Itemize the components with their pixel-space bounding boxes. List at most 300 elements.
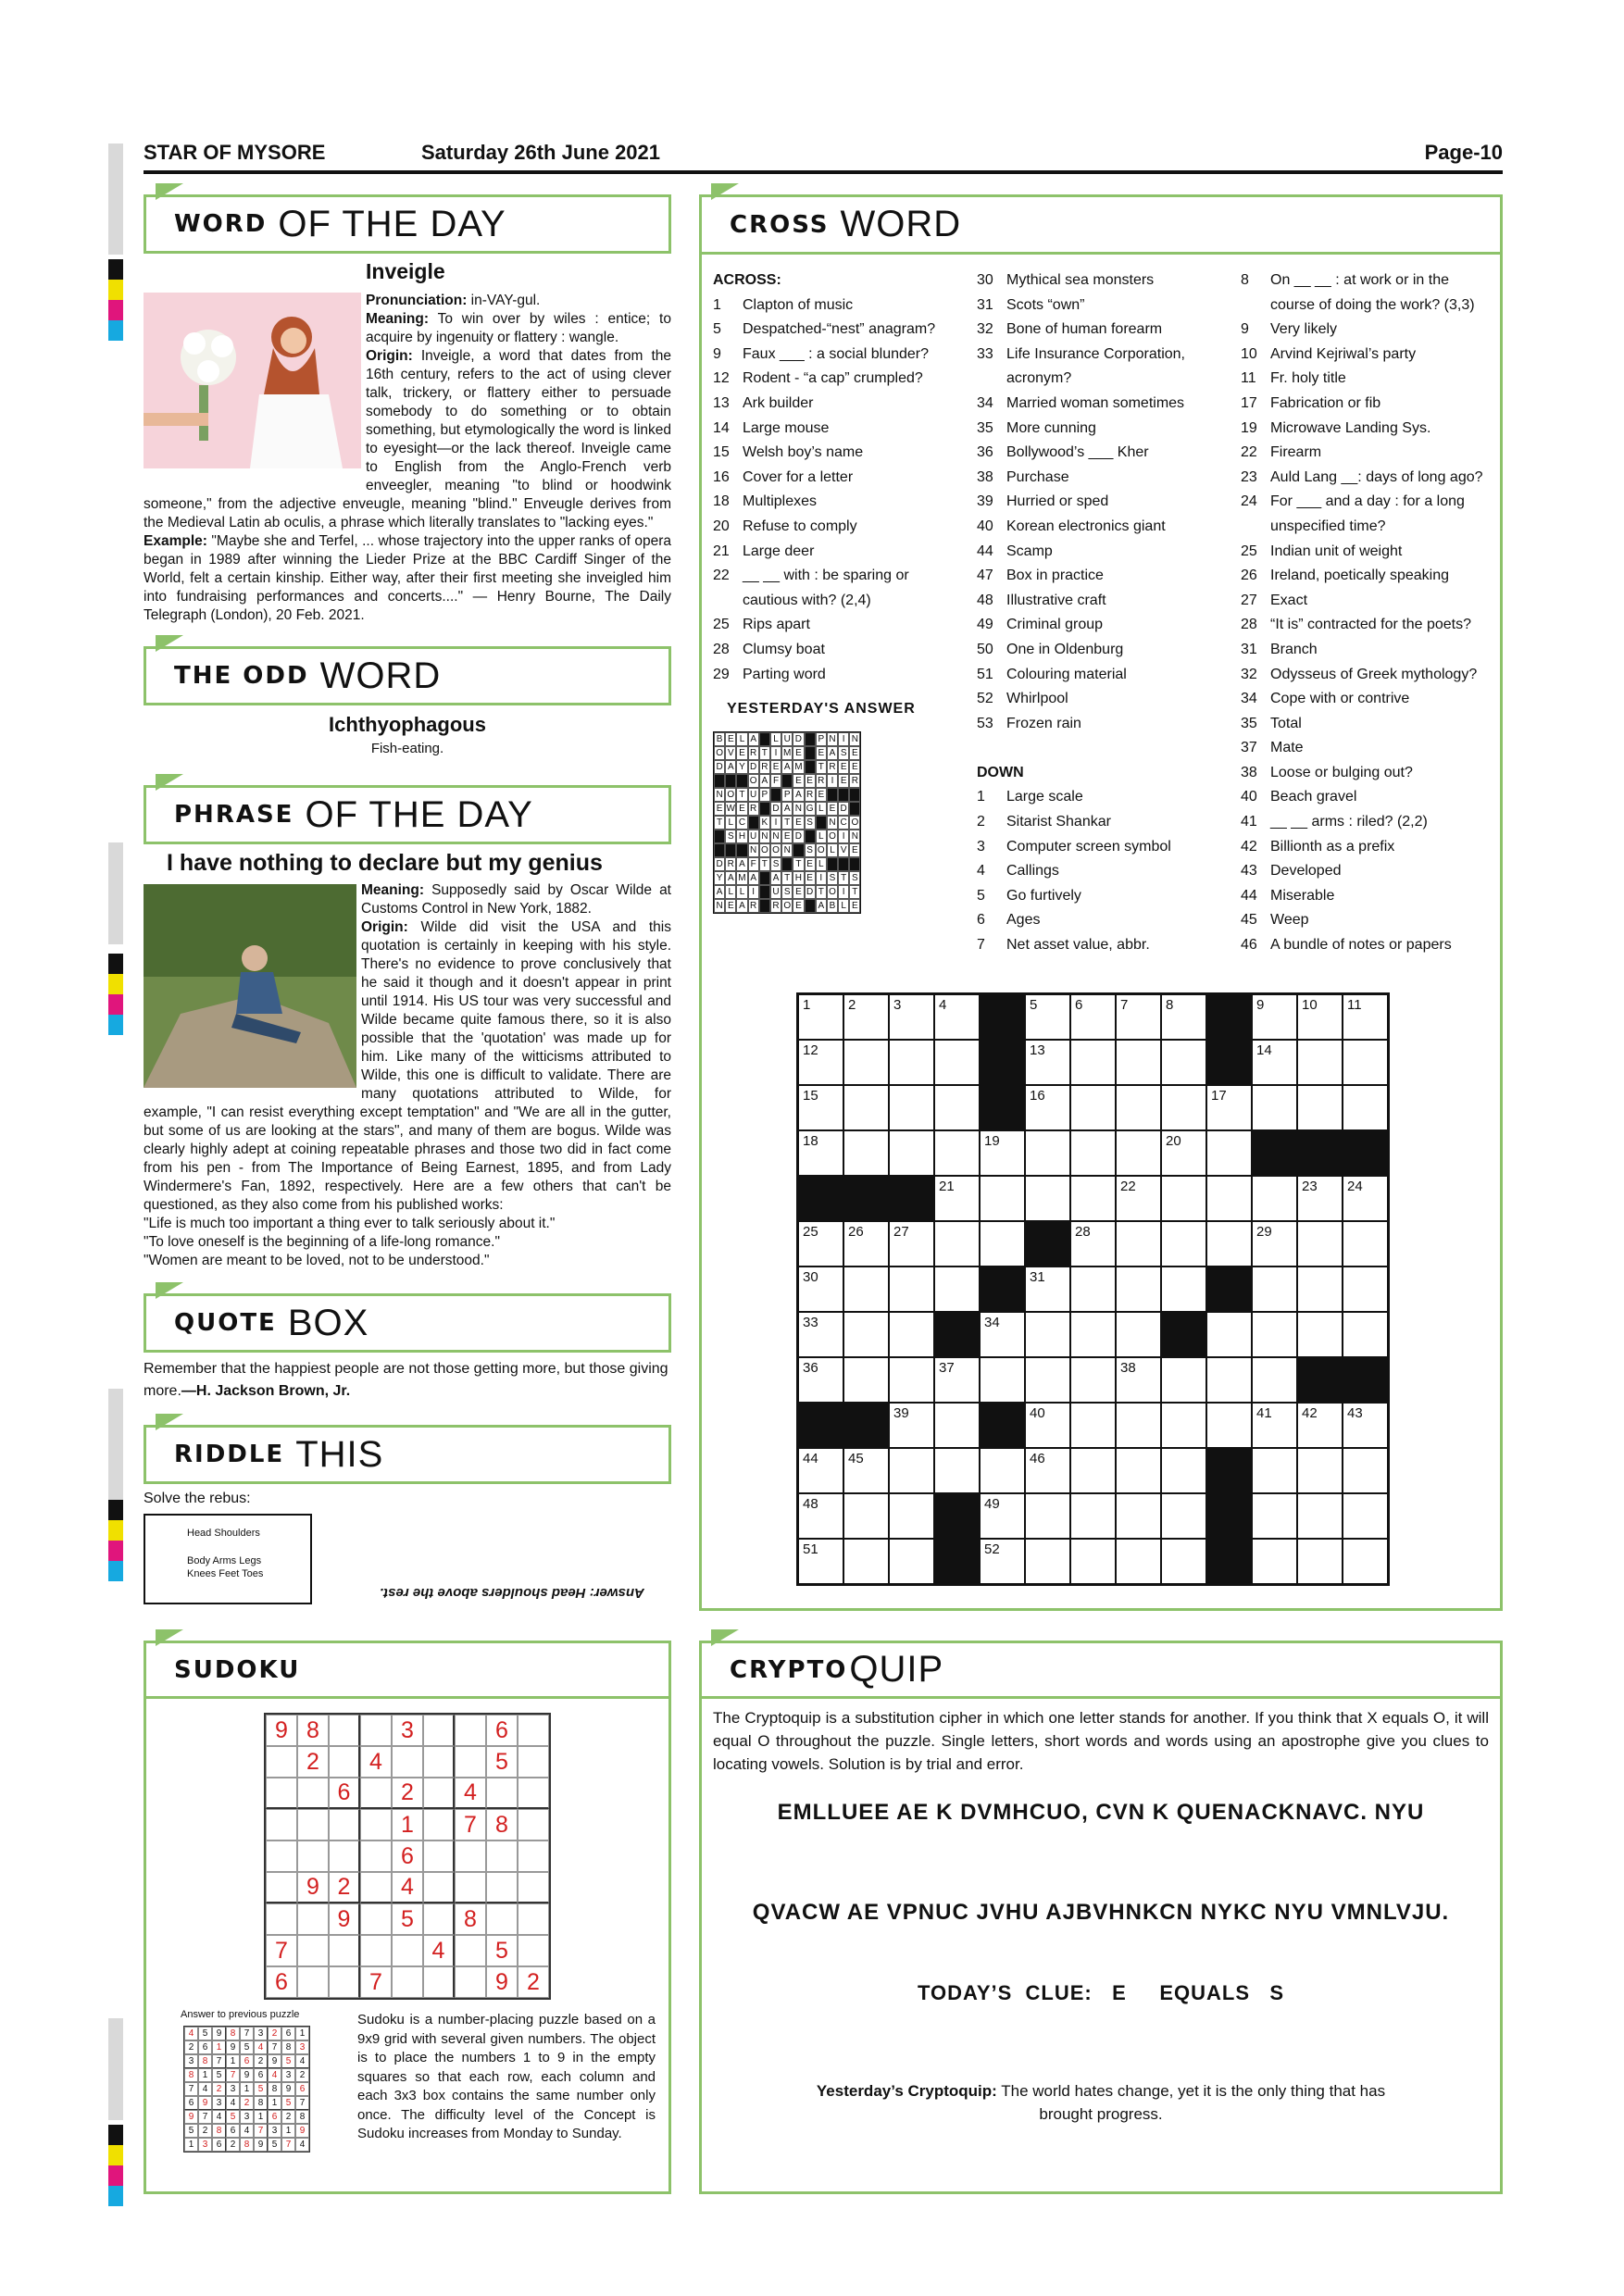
answer-cell: A <box>781 760 793 774</box>
previous-answer-label: Answer to previous puzzle <box>181 2009 300 2020</box>
sudoku-cell[interactable] <box>392 1746 423 1778</box>
sudoku-cell[interactable] <box>360 1872 392 1903</box>
crossword-cell[interactable] <box>1252 1493 1297 1539</box>
answer-cell: 3 <box>240 2110 254 2124</box>
crossword-cell[interactable] <box>1206 1176 1252 1221</box>
crossword-cell[interactable] <box>1070 1176 1116 1221</box>
black-square <box>980 994 1025 1040</box>
black-square <box>934 1539 980 1584</box>
sudoku-cell: 6 <box>329 1778 360 1809</box>
crossword-cell[interactable] <box>1025 1357 1070 1403</box>
crossword-cell[interactable] <box>934 1085 980 1130</box>
sudoku-cell: 4 <box>392 1872 423 1903</box>
clue: 30 Mythical sea monsters <box>977 272 1155 288</box>
crossword-cell[interactable]: 49 <box>980 1493 1025 1539</box>
crossword-cell[interactable] <box>1070 1493 1116 1539</box>
answer-cell: O <box>827 885 838 899</box>
answer-cell: L <box>827 843 838 857</box>
crossword-cell[interactable]: 40 <box>1025 1403 1070 1448</box>
crossword-cell[interactable] <box>1161 1493 1206 1539</box>
crossword-cell[interactable]: 25 <box>798 1221 843 1267</box>
clue: 46 A bundle of notes or papers <box>1241 937 1452 954</box>
crossword-cell[interactable] <box>1343 1312 1388 1357</box>
crossword-cell[interactable]: 17 <box>1206 1085 1252 1130</box>
answer-cell: E <box>793 885 804 899</box>
crossword-cell[interactable] <box>1070 1403 1116 1448</box>
answer-cell: 5 <box>212 2068 226 2082</box>
crossword-cell[interactable]: 18 <box>798 1130 843 1176</box>
crossword-cell[interactable]: 45 <box>843 1448 889 1493</box>
clue: 38 Purchase <box>977 468 1069 485</box>
answer-cell: R <box>805 788 816 802</box>
answer-cell: 6 <box>281 2027 295 2040</box>
answer-cell: 7 <box>281 2138 295 2152</box>
answer-cell: 6 <box>226 2124 240 2138</box>
sudoku-cell[interactable] <box>455 1935 486 1966</box>
sudoku-cell[interactable] <box>360 1841 392 1872</box>
answer-cell: 5 <box>184 2124 198 2138</box>
answer-cell: P <box>816 732 827 746</box>
crossword-cell[interactable] <box>1025 1539 1070 1584</box>
crossword-cell[interactable] <box>889 1267 934 1312</box>
crossword-cell[interactable] <box>1070 1448 1116 1493</box>
crossword-cell[interactable] <box>1070 1267 1116 1312</box>
crossword-cell[interactable] <box>1116 1085 1161 1130</box>
sudoku-cell[interactable] <box>518 1746 549 1778</box>
clue: 29 Parting word <box>713 666 826 682</box>
crossword-cell[interactable] <box>843 1130 889 1176</box>
sudoku-cell[interactable] <box>518 1935 549 1966</box>
crossword-cell[interactable] <box>1297 1493 1343 1539</box>
black-square <box>1206 1267 1252 1312</box>
answer-cell: R <box>849 774 860 788</box>
crossword-cell[interactable]: 1 <box>798 994 843 1040</box>
crossword-cell[interactable]: 15 <box>798 1085 843 1130</box>
clue: 19 Microwave Landing Sys. <box>1241 419 1431 436</box>
crossword-cell[interactable] <box>843 1539 889 1584</box>
crossword-cell[interactable]: 16 <box>1025 1085 1070 1130</box>
crossword-grid <box>796 992 1390 1586</box>
crossword-cell[interactable] <box>843 1267 889 1312</box>
rebus-box: Head Shoulders Body Arms Legs Knees Feet Toes <box>144 1514 312 1604</box>
crossword-cell[interactable] <box>843 1085 889 1130</box>
crossword-cell[interactable] <box>1161 1085 1206 1130</box>
answer-cell: A <box>748 871 759 885</box>
crossword-cell[interactable]: 10 <box>1297 994 1343 1040</box>
crossword-cell[interactable] <box>889 1493 934 1539</box>
clue: 22 __ __ with : be sparing or cautious with? (2,4) <box>713 568 909 608</box>
black-square <box>1206 1040 1252 1085</box>
clue: 25 Indian unit of weight <box>1241 543 1403 559</box>
crossword-cell[interactable] <box>889 1085 934 1130</box>
crossword-cell[interactable] <box>843 1312 889 1357</box>
sudoku-cell[interactable] <box>423 1903 455 1935</box>
color-registration <box>108 259 123 341</box>
crossword-cell[interactable] <box>1116 1448 1161 1493</box>
crossword-cell[interactable] <box>1252 1312 1297 1357</box>
crossword-cell[interactable] <box>1116 1312 1161 1357</box>
sudoku-cell[interactable] <box>360 1935 392 1966</box>
odd-meaning: Fish-eating. <box>370 741 444 756</box>
sudoku-cell[interactable] <box>297 1966 329 1998</box>
clue: 8 On __ __ : at work or in the course of doing the work? (3,3) <box>1241 272 1475 313</box>
crossword-cell[interactable] <box>1297 1448 1343 1493</box>
crossword-cell[interactable] <box>843 1493 889 1539</box>
crossword-cell[interactable]: 43 <box>1343 1403 1388 1448</box>
quote-text: Remember that the happiest people are not those getting more, but those giving more.—H. Jackson Brown, Jr. <box>144 1361 668 1399</box>
sudoku-cell[interactable] <box>266 1778 297 1809</box>
answer-cell: D <box>748 760 759 774</box>
crossword-cell[interactable] <box>1116 1493 1161 1539</box>
crossword-cell[interactable] <box>934 1403 980 1448</box>
sudoku-cell: 1 <box>392 1809 423 1841</box>
sudoku-cell[interactable] <box>423 1872 455 1903</box>
crossword-cell[interactable] <box>1252 1267 1297 1312</box>
crossword-cell[interactable] <box>980 1357 1025 1403</box>
previous-answer-grid <box>183 2026 310 2152</box>
crossword-cell[interactable]: 28 <box>1070 1221 1116 1267</box>
answer-cell <box>805 746 816 760</box>
sudoku-cell[interactable] <box>455 1841 486 1872</box>
crossword-cell[interactable] <box>1343 1493 1388 1539</box>
crossword-cell[interactable] <box>1343 1040 1388 1085</box>
quote-line: "Women are meant to be loved, not to be understood." <box>144 1253 490 1268</box>
crossword-cell[interactable]: 41 <box>1252 1403 1297 1448</box>
crossword-cell[interactable] <box>1116 1221 1161 1267</box>
sudoku-cell[interactable] <box>297 1903 329 1935</box>
sudoku-cell[interactable] <box>297 1935 329 1966</box>
crossword-cell[interactable] <box>843 1357 889 1403</box>
crossword-cell[interactable] <box>1206 1357 1252 1403</box>
answer-cell: V <box>725 746 736 760</box>
crossword-cell[interactable] <box>1116 1130 1161 1176</box>
answer-cell: D <box>805 885 816 899</box>
crossword-cell[interactable] <box>1161 1267 1206 1312</box>
sudoku-cell[interactable] <box>455 1715 486 1746</box>
riddle-prompt: Solve the rebus: <box>144 1491 251 1506</box>
sudoku-cell[interactable] <box>266 1903 297 1935</box>
sudoku-cell[interactable] <box>360 1903 392 1935</box>
crossword-cell[interactable] <box>1025 1312 1070 1357</box>
clue: 5 Despatched-“nest” anagram? <box>713 321 936 338</box>
crossword-cell[interactable] <box>1343 1267 1388 1312</box>
crossword-cell[interactable] <box>1206 1130 1252 1176</box>
answer-cell: 7 <box>295 2096 309 2110</box>
crossword-cell[interactable]: 31 <box>1025 1267 1070 1312</box>
answer-cell: B <box>714 732 725 746</box>
crossword-cell[interactable] <box>1025 1176 1070 1221</box>
answer-cell: 7 <box>268 2040 281 2054</box>
header-large: OF THE DAY <box>278 203 506 244</box>
crossword-cell[interactable] <box>980 1221 1025 1267</box>
crossword-cell[interactable] <box>1297 1221 1343 1267</box>
crossword-cell[interactable] <box>1070 1040 1116 1085</box>
answer-cell: 6 <box>240 2054 254 2068</box>
odd-word: Ichthyophagous <box>329 713 486 736</box>
crossword-cell[interactable] <box>1297 1267 1343 1312</box>
sudoku-cell[interactable] <box>423 1715 455 1746</box>
answer-cell: N <box>781 843 793 857</box>
answer-cell: N <box>759 830 770 843</box>
black-square <box>843 1403 889 1448</box>
sudoku-cell[interactable] <box>329 1935 360 1966</box>
crossword-cell[interactable]: 20 <box>1161 1130 1206 1176</box>
riddle-answer: Answer: Head shoulders above the rest. <box>380 1585 644 1601</box>
crossword-cell[interactable]: 42 <box>1297 1403 1343 1448</box>
answer-cell: O <box>770 843 781 857</box>
sudoku-cell[interactable] <box>486 1872 518 1903</box>
crossword-cell[interactable]: 3 <box>889 994 934 1040</box>
answer-cell: L <box>736 885 747 899</box>
crossword-cell[interactable] <box>1161 1040 1206 1085</box>
answer-cell: M <box>783 748 792 758</box>
sudoku-cell[interactable] <box>518 1872 549 1903</box>
crossword-cell[interactable] <box>934 1221 980 1267</box>
clue: 35 Total <box>1241 715 1302 731</box>
crossword-cell[interactable] <box>1116 1040 1161 1085</box>
crossword-cell[interactable]: 27 <box>889 1221 934 1267</box>
crossword-cell[interactable] <box>1252 1539 1297 1584</box>
crossword-cell[interactable] <box>1070 1085 1116 1130</box>
answer-cell: L <box>816 857 827 871</box>
crossword-cell[interactable]: 9 <box>1252 994 1297 1040</box>
answer-cell: A <box>736 857 747 871</box>
crossword-cell[interactable]: 26 <box>843 1221 889 1267</box>
crossword-cell[interactable]: 37 <box>934 1357 980 1403</box>
sudoku-cell[interactable] <box>360 1809 392 1841</box>
answer-cell: 2 <box>212 2082 226 2096</box>
crossword-cell[interactable]: 4 <box>934 994 980 1040</box>
clue: 28 Clumsy boat <box>713 641 825 657</box>
crossword-cell[interactable]: 14 <box>1252 1040 1297 1085</box>
crossword-cell[interactable]: 24 <box>1343 1176 1388 1221</box>
clue: 10 Arvind Kejriwal’s party <box>1241 345 1417 362</box>
sudoku-cell[interactable] <box>329 1966 360 1998</box>
answer-cell: E <box>736 802 747 816</box>
sudoku-cell[interactable] <box>329 1841 360 1872</box>
sudoku-cell[interactable] <box>329 1809 360 1841</box>
sudoku-cell: 9 <box>329 1903 360 1935</box>
crossword-cell[interactable] <box>934 1040 980 1085</box>
crossword-cell[interactable] <box>1161 1448 1206 1493</box>
crossword-cell[interactable] <box>1297 1312 1343 1357</box>
crossword-cell[interactable]: 44 <box>798 1448 843 1493</box>
crossword-cell[interactable] <box>934 1267 980 1312</box>
answer-cell: 8 <box>254 2096 268 2110</box>
crossword-cell[interactable] <box>1252 1176 1297 1221</box>
answer-cell: O <box>816 843 827 857</box>
sudoku-cell[interactable] <box>329 1746 360 1778</box>
crossword-cell[interactable]: 36 <box>798 1357 843 1403</box>
quote-line: "To love oneself is the beginning of a life-long romance." <box>144 1234 500 1250</box>
crossword-cell[interactable] <box>1206 1403 1252 1448</box>
answer-cell: Y <box>736 760 747 774</box>
answer-cell: U <box>781 732 793 746</box>
answer-cell: 4 <box>198 2082 212 2096</box>
crossword-cell[interactable] <box>889 1357 934 1403</box>
sudoku-cell[interactable] <box>266 1809 297 1841</box>
crossword-cell[interactable] <box>1116 1539 1161 1584</box>
answer-cell: U <box>770 885 781 899</box>
crossword-cell[interactable]: 11 <box>1343 994 1388 1040</box>
sudoku-cell[interactable] <box>518 1809 549 1841</box>
answer-cell: S <box>805 816 816 830</box>
sudoku-cell: 8 <box>486 1809 518 1841</box>
wotd-header <box>144 194 671 254</box>
answer-cell: N <box>849 830 860 843</box>
crossword-cell[interactable] <box>1252 1357 1297 1403</box>
yesterday-answer-grid <box>713 731 861 914</box>
answer-cell: 6 <box>295 2082 309 2096</box>
answer-cell: E <box>725 732 736 746</box>
crossword-cell[interactable] <box>889 1312 934 1357</box>
crossword-cell[interactable]: 29 <box>1252 1221 1297 1267</box>
sudoku-cell[interactable] <box>455 1966 486 1998</box>
sudoku-cell: 2 <box>297 1746 329 1778</box>
crossword-cell[interactable] <box>1070 1357 1116 1403</box>
crossword-cell[interactable]: 34 <box>980 1312 1025 1357</box>
crossword-cell[interactable] <box>934 1130 980 1176</box>
sudoku-cell[interactable] <box>266 1841 297 1872</box>
crossword-cell[interactable] <box>1070 1130 1116 1176</box>
crossword-cell[interactable] <box>1343 1539 1388 1584</box>
crossword-cell[interactable] <box>1025 1130 1070 1176</box>
answer-cell: R <box>748 802 759 816</box>
answer-cell: 1 <box>295 2027 309 2040</box>
answer-cell: T <box>759 746 770 760</box>
sudoku-cell[interactable] <box>329 1715 360 1746</box>
sudoku-cell[interactable] <box>423 1746 455 1778</box>
crossword-cell[interactable]: 22 <box>1116 1176 1161 1221</box>
crossword-cell[interactable] <box>1161 1403 1206 1448</box>
sudoku-cell[interactable] <box>297 1778 329 1809</box>
sudoku-cell[interactable] <box>486 1841 518 1872</box>
sudoku-cell[interactable] <box>360 1778 392 1809</box>
crossword-cell[interactable] <box>1297 1539 1343 1584</box>
crossword-cell[interactable] <box>1252 1448 1297 1493</box>
crossword-cell[interactable] <box>1343 1221 1388 1267</box>
crossword-cell[interactable] <box>1206 1221 1252 1267</box>
crossword-cell[interactable] <box>934 1448 980 1493</box>
answer-cell: 3 <box>212 2096 226 2110</box>
crossword-cell[interactable] <box>1161 1357 1206 1403</box>
crossword-cell[interactable] <box>889 1040 934 1085</box>
sudoku-cell[interactable] <box>266 1872 297 1903</box>
crossword-cell[interactable] <box>980 1176 1025 1221</box>
sudoku-cell[interactable] <box>297 1841 329 1872</box>
clue: 1 Large scale <box>977 789 1083 805</box>
crossword-cell[interactable] <box>1116 1267 1161 1312</box>
sudoku-cell[interactable] <box>392 1966 423 1998</box>
sudoku-cell[interactable] <box>423 1841 455 1872</box>
answer-cell: R <box>816 774 827 788</box>
crossword-cell[interactable] <box>889 1448 934 1493</box>
sudoku-cell[interactable] <box>486 1903 518 1935</box>
crossword-cell[interactable]: 19 <box>980 1130 1025 1176</box>
crossword-cell[interactable] <box>1206 1312 1252 1357</box>
answer-cell <box>725 774 736 788</box>
sudoku-cell[interactable] <box>423 1966 455 1998</box>
crossword-cell[interactable]: 13 <box>1025 1040 1070 1085</box>
crossword-cell[interactable] <box>1343 1085 1388 1130</box>
sudoku-cell[interactable] <box>297 1809 329 1841</box>
crossword-cell[interactable] <box>1297 1040 1343 1085</box>
sudoku-cell[interactable] <box>518 1715 549 1746</box>
crossword-cell[interactable]: 21 <box>934 1176 980 1221</box>
crossword-cell[interactable]: 51 <box>798 1539 843 1584</box>
crossword-cell[interactable] <box>1161 1539 1206 1584</box>
sudoku-cell[interactable] <box>423 1809 455 1841</box>
answer-cell: R <box>725 857 736 871</box>
crossword-cell[interactable] <box>1070 1312 1116 1357</box>
sudoku-cell[interactable] <box>518 1903 549 1935</box>
crossword-cell[interactable] <box>980 1448 1025 1493</box>
clue: 9 Very likely <box>1241 321 1338 338</box>
crossword-cell[interactable] <box>1252 1085 1297 1130</box>
crossword-cell[interactable]: 6 <box>1070 994 1116 1040</box>
sudoku-cell[interactable] <box>455 1746 486 1778</box>
crossword-cell[interactable]: 52 <box>980 1539 1025 1584</box>
sudoku-cell[interactable] <box>423 1778 455 1809</box>
clue: 42 Billionth as a prefix <box>1241 838 1395 855</box>
sudoku-cell[interactable] <box>486 1778 518 1809</box>
crossword-cell[interactable]: 5 <box>1025 994 1070 1040</box>
answer-cell: 3 <box>268 2124 281 2138</box>
crossword-cell[interactable]: 7 <box>1116 994 1161 1040</box>
clue: 21 Large deer <box>713 543 815 559</box>
crossword-cell[interactable] <box>843 1040 889 1085</box>
crossword-cell[interactable]: 48 <box>798 1493 843 1539</box>
answer-cell: 6 <box>254 2068 268 2082</box>
sudoku-cell[interactable] <box>518 1778 549 1809</box>
crossword-cell[interactable] <box>1297 1085 1343 1130</box>
crossword-cell[interactable]: 8 <box>1161 994 1206 1040</box>
sudoku-cell[interactable] <box>360 1715 392 1746</box>
crossword-cell[interactable] <box>1343 1448 1388 1493</box>
sudoku-cell[interactable] <box>455 1872 486 1903</box>
answer-cell: U <box>748 830 759 843</box>
crossword-cell[interactable]: 2 <box>843 994 889 1040</box>
crossword-cell[interactable]: 39 <box>889 1403 934 1448</box>
crossword-cell[interactable]: 38 <box>1116 1357 1161 1403</box>
sudoku-cell[interactable] <box>266 1746 297 1778</box>
answer-cell: T <box>816 885 827 899</box>
sudoku-cell: 2 <box>392 1778 423 1809</box>
crossword-cell[interactable] <box>889 1130 934 1176</box>
answer-cell: 1 <box>268 2096 281 2110</box>
crossword-cell[interactable]: 46 <box>1025 1448 1070 1493</box>
answer-cell: 1 <box>184 2138 198 2152</box>
issue-date: Saturday 26th June 2021 <box>421 141 661 164</box>
answer-cell: 5 <box>268 2138 281 2152</box>
crossword-cell[interactable] <box>1025 1493 1070 1539</box>
crossword-cell[interactable]: 12 <box>798 1040 843 1085</box>
crossword-cell[interactable]: 30 <box>798 1267 843 1312</box>
crossword-cell[interactable]: 23 <box>1297 1176 1343 1221</box>
crossword-cell[interactable] <box>889 1539 934 1584</box>
answer-cell <box>838 857 849 871</box>
crossword-cell[interactable] <box>1116 1403 1161 1448</box>
black-square <box>1206 1448 1252 1493</box>
answer-cell: L <box>838 899 849 913</box>
sudoku-cell[interactable] <box>392 1935 423 1966</box>
crossword-cell[interactable]: 33 <box>798 1312 843 1357</box>
crossword-cell[interactable] <box>1070 1539 1116 1584</box>
crossword-cell[interactable] <box>1161 1221 1206 1267</box>
clue: 12 Rodent - “a cap” crumpled? <box>713 370 923 387</box>
crossword-cell[interactable] <box>1161 1176 1206 1221</box>
sudoku-cell[interactable] <box>518 1841 549 1872</box>
